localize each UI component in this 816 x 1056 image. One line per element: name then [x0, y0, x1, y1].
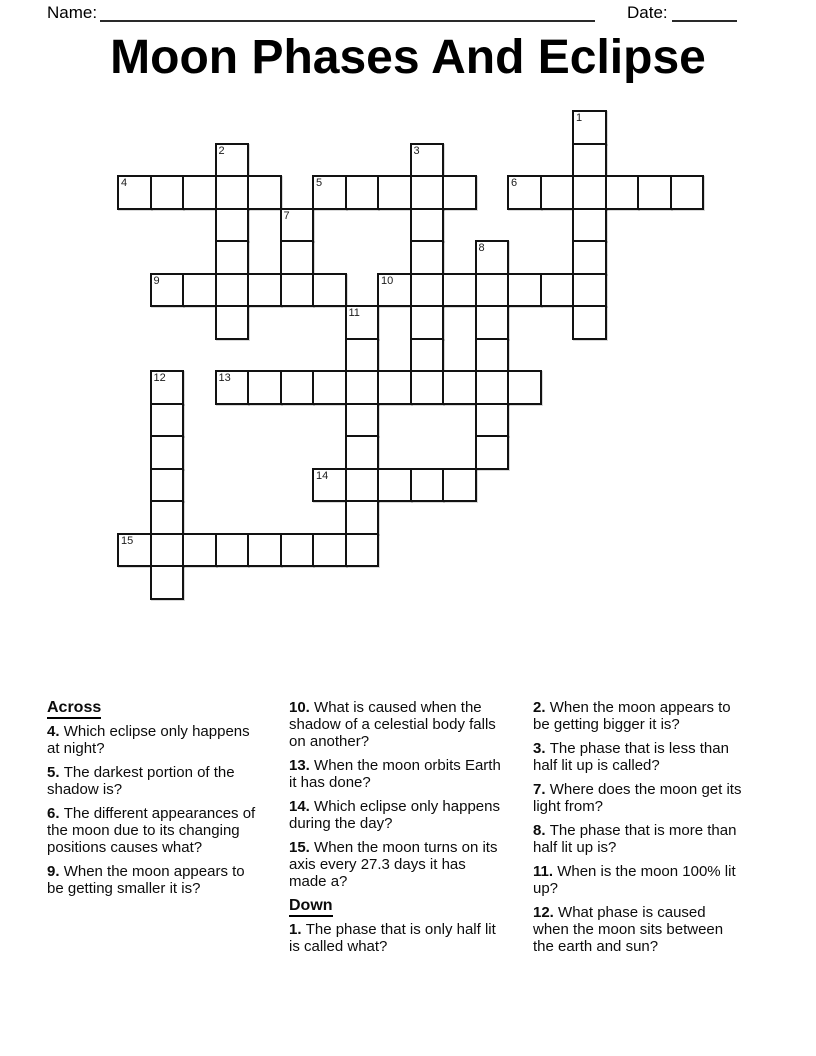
- clue-number: 1: [576, 112, 583, 124]
- grid-cell[interactable]: [507, 175, 542, 210]
- clue-number: 10: [381, 274, 394, 287]
- grid-cell[interactable]: [150, 370, 185, 405]
- grid-cell[interactable]: [540, 273, 575, 308]
- grid-cell[interactable]: [377, 273, 412, 308]
- grid-cell[interactable]: [572, 143, 607, 178]
- grid-cell[interactable]: [475, 370, 510, 405]
- across-section-header: Across: [47, 699, 257, 716]
- grid-cell[interactable]: [247, 273, 282, 308]
- grid-cell[interactable]: [572, 240, 607, 275]
- clue-number: 3: [413, 144, 420, 157]
- grid-cell[interactable]: [150, 273, 185, 308]
- grid-cell[interactable]: [280, 240, 315, 275]
- grid-cell[interactable]: [312, 370, 347, 405]
- grid-cell[interactable]: [475, 305, 510, 340]
- grid-cell[interactable]: [312, 468, 347, 503]
- grid-cell[interactable]: [215, 143, 250, 178]
- grid-cell[interactable]: [215, 208, 250, 243]
- grid-cell[interactable]: [507, 273, 542, 308]
- grid-cell[interactable]: [345, 338, 380, 373]
- grid-cell[interactable]: [475, 435, 510, 470]
- clue-number: 6: [511, 177, 518, 189]
- grid-cell[interactable]: [150, 175, 185, 210]
- clue-number: 9: [153, 274, 160, 287]
- grid-cell[interactable]: [475, 338, 510, 373]
- grid-cell[interactable]: [345, 533, 380, 568]
- grid-cell[interactable]: [442, 175, 477, 210]
- grid-cell[interactable]: [572, 305, 607, 340]
- grid-cell[interactable]: [345, 403, 380, 438]
- grid-cell[interactable]: [215, 305, 250, 340]
- grid-cell[interactable]: [312, 273, 347, 308]
- grid-cell[interactable]: [280, 273, 315, 308]
- grid-cell[interactable]: [572, 208, 607, 243]
- grid-cell[interactable]: [215, 240, 250, 275]
- clues-column-right: [533, 699, 745, 962]
- date-label: Date:: [627, 3, 668, 22]
- across-clue-5: 5. The darkest portion of the shadow is?: [47, 764, 235, 798]
- grid-cell[interactable]: [182, 273, 217, 308]
- down-clue-1: 1. The phase that is only half lit is called what?: [289, 921, 496, 955]
- clue-number: 8: [478, 242, 485, 254]
- grid-cell[interactable]: [475, 403, 510, 438]
- grid-cell[interactable]: [410, 208, 445, 243]
- clue-number: 4: [121, 177, 128, 189]
- grid-cell[interactable]: [312, 533, 347, 568]
- clue-number: 2: [218, 144, 225, 157]
- clue-number: 15: [121, 534, 134, 547]
- across-clue-9: 9. When the moon appears to be getting smaller it is?: [47, 863, 245, 897]
- grid-cell[interactable]: [280, 208, 315, 243]
- grid-cell[interactable]: [475, 273, 510, 308]
- grid-cell[interactable]: [670, 175, 705, 210]
- grid-cell[interactable]: [345, 500, 380, 535]
- grid-cell[interactable]: [117, 533, 152, 568]
- grid-cell[interactable]: [442, 370, 477, 405]
- grid-cell[interactable]: [215, 175, 250, 210]
- clues-column-left: [47, 699, 257, 904]
- grid-cell[interactable]: [247, 533, 282, 568]
- down-clue-8: 8. The phase that is more than half lit up is?: [533, 822, 737, 856]
- name-label: Name:: [47, 3, 98, 22]
- grid-cell[interactable]: [150, 500, 185, 535]
- down-clue-12: 12. What phase is caused when the moon sits between the earth and sun?: [533, 904, 724, 955]
- grid-cell[interactable]: [637, 175, 672, 210]
- down-clue-2: 2. When the moon appears to be getting bigger it is?: [533, 699, 731, 733]
- down-section-header: Down: [289, 897, 507, 914]
- grid-cell[interactable]: [377, 468, 412, 503]
- grid-cell[interactable]: [410, 175, 445, 210]
- grid-cell[interactable]: [442, 468, 477, 503]
- grid-cell[interactable]: [247, 175, 282, 210]
- grid-cell[interactable]: [150, 565, 185, 600]
- grid-cell[interactable]: [312, 175, 347, 210]
- grid-cell[interactable]: [345, 435, 380, 470]
- grid-cell[interactable]: [410, 370, 445, 405]
- grid-cell[interactable]: [410, 273, 445, 308]
- grid-cell[interactable]: [507, 370, 542, 405]
- across-clue-15: 15. When the moon turns on its axis every 27.3 days it has made a?: [289, 839, 498, 890]
- across-clue-14: 14. Which eclipse only happens during the day?: [289, 798, 500, 832]
- grid-cell[interactable]: [410, 240, 445, 275]
- grid-cell[interactable]: [150, 435, 185, 470]
- grid-cell[interactable]: [117, 175, 152, 210]
- grid-cell[interactable]: [345, 468, 380, 503]
- across-clue-10: 10. What is caused when the shadow of a celestial body falls on another?: [289, 699, 496, 750]
- grid-cell[interactable]: [150, 468, 185, 503]
- grid-cell[interactable]: [150, 533, 185, 568]
- grid-cell[interactable]: [572, 110, 607, 145]
- clue-number: 12: [153, 372, 166, 384]
- across-clue-6: 6. The different appearances of the moon due to its changing positions causes what?: [47, 805, 256, 856]
- down-clue-3: 3. The phase that is less than half lit up is called?: [533, 740, 729, 774]
- grid-cell[interactable]: [182, 533, 217, 568]
- down-clue-7: 7. Where does the moon get its light from?: [533, 781, 742, 815]
- clue-number: 13: [218, 372, 231, 384]
- grid-cell[interactable]: [540, 175, 575, 210]
- grid-cell[interactable]: [345, 175, 380, 210]
- clue-number: 14: [316, 469, 329, 482]
- across-clue-13: 13. When the moon orbits Earth it has done?: [289, 757, 501, 791]
- clues-column-middle: [289, 699, 507, 962]
- grid-cell[interactable]: [280, 370, 315, 405]
- grid-cell[interactable]: [605, 175, 640, 210]
- across-clue-4: 4. Which eclipse only happens at night?: [47, 723, 250, 757]
- grid-cell[interactable]: [410, 305, 445, 340]
- grid-cell[interactable]: [410, 468, 445, 503]
- grid-cell[interactable]: [377, 370, 412, 405]
- crossword-grid: [117, 110, 706, 602]
- grid-cell[interactable]: [150, 403, 185, 438]
- clue-number: 7: [283, 209, 290, 222]
- grid-cell[interactable]: [280, 533, 315, 568]
- grid-cell[interactable]: [345, 370, 380, 405]
- grid-cell[interactable]: [377, 175, 412, 210]
- name-write-line[interactable]: [100, 2, 595, 22]
- page-title: Moon Phases And Eclipse: [110, 31, 706, 84]
- clue-number: 5: [316, 177, 323, 189]
- grid-cell[interactable]: [345, 305, 380, 340]
- clue-number: 11: [348, 307, 360, 319]
- grid-cell[interactable]: [182, 175, 217, 210]
- grid-cell[interactable]: [215, 273, 250, 308]
- grid-cell[interactable]: [410, 143, 445, 178]
- down-clue-11: 11. When is the moon 100% lit up?: [533, 863, 736, 897]
- grid-cell[interactable]: [215, 370, 250, 405]
- grid-cell[interactable]: [247, 370, 282, 405]
- grid-cell[interactable]: [442, 273, 477, 308]
- grid-cell[interactable]: [215, 533, 250, 568]
- grid-cell[interactable]: [475, 240, 510, 275]
- grid-cell[interactable]: [410, 338, 445, 373]
- date-write-line[interactable]: [672, 2, 737, 22]
- grid-cell[interactable]: [572, 175, 607, 210]
- grid-cell[interactable]: [572, 273, 607, 308]
